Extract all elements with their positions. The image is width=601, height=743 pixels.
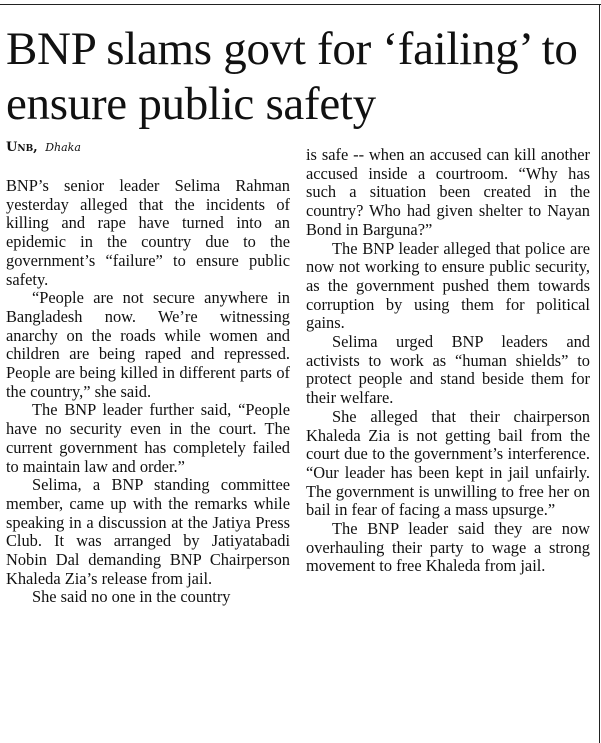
paragraph: is safe -- when an accused can kill another accused inside a courtroom. “Why has such a situation been created in the country? Who had given shelter to Nayan Bond in Barguna?” <box>306 145 590 239</box>
paragraph: BNP’s senior leader Selima Rahman yesterday alleged that the incidents of killing and rape have turned into an epidemic in the country due to the government’s “failure” to ensure public safety. <box>6 176 290 289</box>
headline: BNP slams govt for ‘failing’ to ensure public safety <box>6 23 578 130</box>
paragraph: Selima urged BNP leaders and activists to work as “human shields” to protect people and stand beside them for their welfare. <box>306 332 590 408</box>
paragraph: Selima, a BNP standing committee member, came up with the remarks while speaking in a discussion at the Jatiya Press Club. It was arranged by Jatiyatabadi Nobin Dal demanding BNP Chairperson Khaleda Zia’s release from jail. <box>6 475 290 588</box>
paragraph: The BNP leader said they are now overhauling their party to wage a strong movement to free Khaleda from jail. <box>306 519 590 576</box>
paragraph: She said no one in the country <box>32 587 231 607</box>
top-rule <box>0 4 601 5</box>
byline-agency: Unb, <box>6 140 38 155</box>
byline <box>6 141 81 155</box>
paragraph: She alleged that their chairperson Khaleda Zia is not getting bail from the court due to the government’s interference. “Our leader has been kept in jail unfairly. The government is unwilling to free her on bail in fear of facing a mass upsurge.” <box>306 406 590 520</box>
byline-place: Dhaka <box>45 141 81 154</box>
paragraph: The BNP leader further said, “People have no security even in the court. The current government has completely failed to maintain law and order.” <box>6 400 290 476</box>
paragraph: “People are not secure anywhere in Bangladesh now. We’re witnessing anarchy on the roads while women and children are being raped and repressed. People are being killed in different parts of the country,” she said. <box>6 288 290 401</box>
paragraph: The BNP leader alleged that police are now not working to ensure public security, as the government pushed them towards corruption by using them for political gains. <box>306 238 590 333</box>
article-column-right <box>306 146 590 576</box>
article-column-left <box>6 177 290 607</box>
column-rule <box>599 4 600 743</box>
